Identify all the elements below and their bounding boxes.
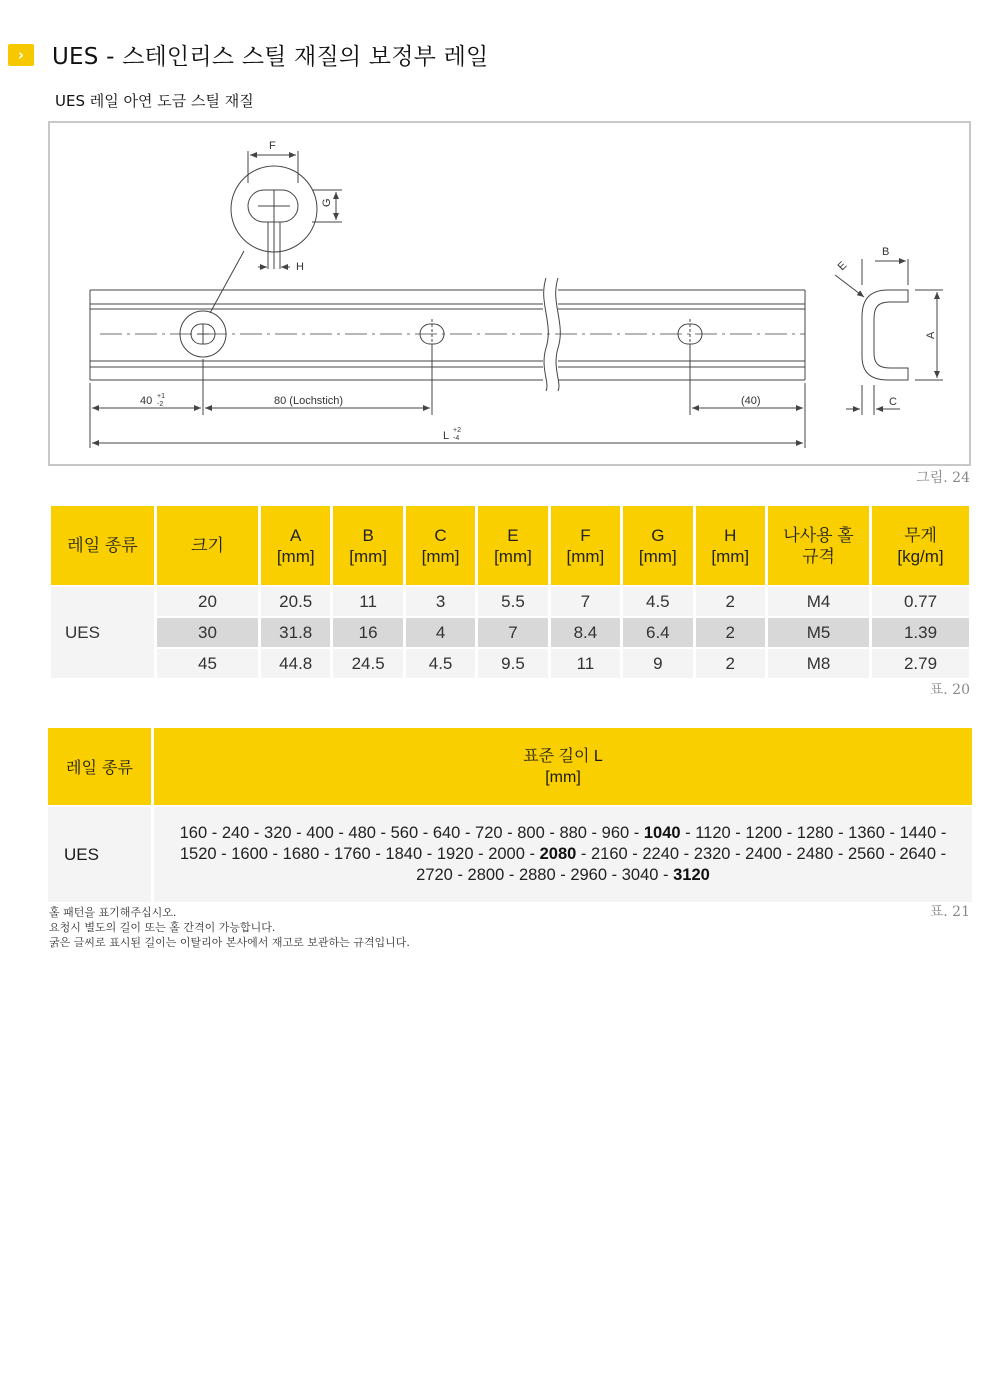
length-value: 1520 (179, 845, 217, 863)
rail-drawing-svg (50, 123, 969, 464)
cell: 44.8 (261, 647, 330, 678)
table-20-reference: 표. 20 (929, 682, 970, 698)
length-value: 2720 (416, 866, 453, 884)
footnote: 굵은 글씨로 표시된 길이는 이탈리아 본사에서 재고로 보관하는 규격입니다. (49, 936, 410, 949)
header-standard-length (154, 728, 972, 805)
cell: 7 (478, 616, 547, 647)
label-C: C (889, 396, 897, 408)
cell: 24.5 (333, 647, 402, 678)
stock-length-value: 3120 (673, 866, 710, 884)
cell: 9.5 (478, 647, 547, 678)
standard-lengths-list (154, 807, 972, 902)
stock-length-value: 1040 (643, 824, 681, 842)
label-tol-L-plus: +2 (453, 427, 461, 434)
length-value: 1840 (385, 845, 423, 863)
table-row (51, 585, 969, 616)
length-value: 800 (517, 824, 545, 842)
page-subtitle: UES 레일 아연 도금 스틸 재질 (55, 92, 254, 110)
cell: 4 (406, 616, 475, 647)
rail-type-cell: UES (48, 807, 151, 902)
length-value: 2480 (796, 845, 834, 863)
length-value: 1920 (436, 845, 474, 863)
length-value: 1680 (282, 845, 320, 863)
label-tol-40-plus: +1 (157, 393, 165, 400)
header-F-unit: [mm] (566, 546, 605, 566)
cell: 45 (157, 647, 258, 678)
cell: 11 (333, 585, 402, 616)
header-weight: 무게 (904, 525, 937, 545)
header-size: 크기 (191, 536, 224, 555)
header-F: F (580, 525, 591, 545)
detail-view (210, 151, 342, 313)
cell: 2 (696, 585, 765, 616)
length-value: 160 (179, 824, 208, 842)
length-table (48, 728, 972, 902)
length-value: 480 (348, 824, 376, 842)
header-rail-type: 레일 종류 (67, 536, 138, 555)
label-B: B (882, 246, 890, 258)
header-length-label: 표준 길이 L (523, 747, 603, 765)
spec-table (48, 506, 972, 678)
length-value: 3040 (621, 866, 659, 884)
cell: 2 (696, 647, 765, 678)
cell: M4 (768, 585, 869, 616)
cell: 30 (157, 616, 258, 647)
chevron-right-icon: › (8, 44, 34, 66)
label-G: G (321, 198, 333, 207)
header-thread: 나사용 홀 (783, 525, 854, 545)
table-row (51, 616, 969, 647)
header-G-unit: [mm] (638, 546, 677, 566)
rail-type-cell: UES (51, 585, 154, 678)
cell: 16 (333, 616, 402, 647)
cell: 9 (623, 647, 692, 678)
header-E: E (507, 525, 519, 545)
header-C-unit: [mm] (421, 546, 460, 566)
cell: 20.5 (261, 585, 330, 616)
length-value: 880 (559, 824, 587, 842)
label-tol-L-minus: -4 (453, 435, 460, 442)
length-value: 2640 (899, 845, 937, 863)
length-value: 1360 (848, 824, 885, 842)
length-value: 2960 (570, 866, 608, 884)
label-A: A (925, 331, 937, 339)
length-value: 1280 (796, 824, 834, 842)
header-C: C (434, 525, 447, 545)
length-value: 720 (475, 824, 503, 842)
length-value: 1120 (695, 824, 731, 842)
length-value: 240 (221, 824, 250, 842)
cell: 6.4 (623, 616, 692, 647)
cell: 31.8 (261, 616, 330, 647)
length-value: 1760 (334, 845, 371, 863)
cell: 8.4 (551, 616, 620, 647)
length-value: 1600 (231, 845, 268, 863)
cell: 20 (157, 585, 258, 616)
spec-table-header (51, 506, 969, 585)
section-title-row (8, 38, 488, 71)
cell: 7 (551, 585, 620, 616)
cell: 4.5 (406, 647, 475, 678)
table-21-reference: 표. 21 (929, 904, 970, 920)
label-H: H (296, 261, 304, 273)
table-row (51, 647, 969, 678)
table-row (48, 807, 972, 902)
header-A: A (290, 525, 302, 545)
cell: 11 (551, 647, 620, 678)
header-B: B (362, 525, 374, 545)
length-value: 320 (264, 824, 292, 842)
header-H-unit: [mm] (711, 546, 750, 566)
label-E: E (835, 259, 850, 274)
length-value: 560 (390, 824, 419, 842)
header-thread-unit: 규격 (802, 546, 835, 566)
cell: 2 (696, 616, 765, 647)
header-G: G (651, 525, 665, 545)
cell: 3 (406, 585, 475, 616)
technical-drawing (48, 121, 971, 466)
length-value: 2880 (518, 866, 556, 884)
length-value: 1440 (899, 824, 937, 842)
label-tol-40-minus: -2 (157, 401, 164, 408)
length-value: 2320 (693, 845, 731, 863)
header-rail-type: 레일 종류 (48, 728, 151, 805)
cell: M5 (768, 616, 869, 647)
header-A-unit: [mm] (276, 546, 315, 566)
footnote: 요청시 별도의 길이 또는 홀 간격이 가능합니다. (49, 921, 276, 934)
page-title: UES - 스테인리스 스틸 재질의 보정부 레일 (52, 44, 489, 70)
label-F: F (269, 140, 276, 152)
cell: 1.39 (872, 616, 969, 647)
footnote: 홀 패턴을 표기해주십시오. (49, 906, 177, 919)
figure-reference: 그림. 24 (916, 470, 970, 486)
header-E-unit: [mm] (494, 546, 532, 566)
length-table-header (48, 728, 972, 805)
label-dim-40: 40 (140, 395, 153, 407)
length-value: 2560 (847, 845, 885, 863)
cell: 5.5 (478, 585, 547, 616)
cell: M8 (768, 647, 869, 678)
length-value: 2240 (642, 845, 680, 863)
header-length-unit: [mm] (545, 768, 581, 786)
length-value: 400 (306, 824, 334, 842)
drawing-labels (140, 140, 937, 442)
header-B-unit: [mm] (349, 546, 388, 566)
length-value: 640 (432, 824, 461, 842)
length-value: 2160 (590, 845, 628, 863)
length-values: 160 - 240 - 320 - 400 - 480 - 560 - 640 - 720 - 800 - 880 - 960 - 1040 - 1120 - 1200 - 1280 - 1360 - 1440 - 1520 - 1600 - 1680 - 1760 - 1840 - 1920 - 2000 - 2080 - 2160 - 2240 - 2320 - 2400 - 2480 - 2560 - 2640 - 2720 - 2800 - 2880 - 2960 - 3040 - 3120 (179, 824, 947, 884)
length-value: 960 (601, 824, 630, 842)
cell: 2.79 (872, 647, 969, 678)
cell: 0.77 (872, 585, 969, 616)
cell: 4.5 (623, 585, 692, 616)
stock-length-value: 2080 (539, 845, 577, 863)
label-dim-L: L (443, 430, 450, 442)
length-value: 2000 (488, 845, 525, 863)
footnotes (49, 905, 410, 950)
label-dim-80: 80 (Lochstich) (274, 395, 344, 407)
length-value: 2800 (467, 866, 505, 884)
length-value: 1200 (745, 824, 783, 842)
length-value: 2400 (745, 845, 782, 863)
header-weight-unit: [kg/m] (897, 546, 944, 566)
label-dim-40-end: (40) (741, 395, 761, 407)
header-H: H (724, 525, 737, 545)
